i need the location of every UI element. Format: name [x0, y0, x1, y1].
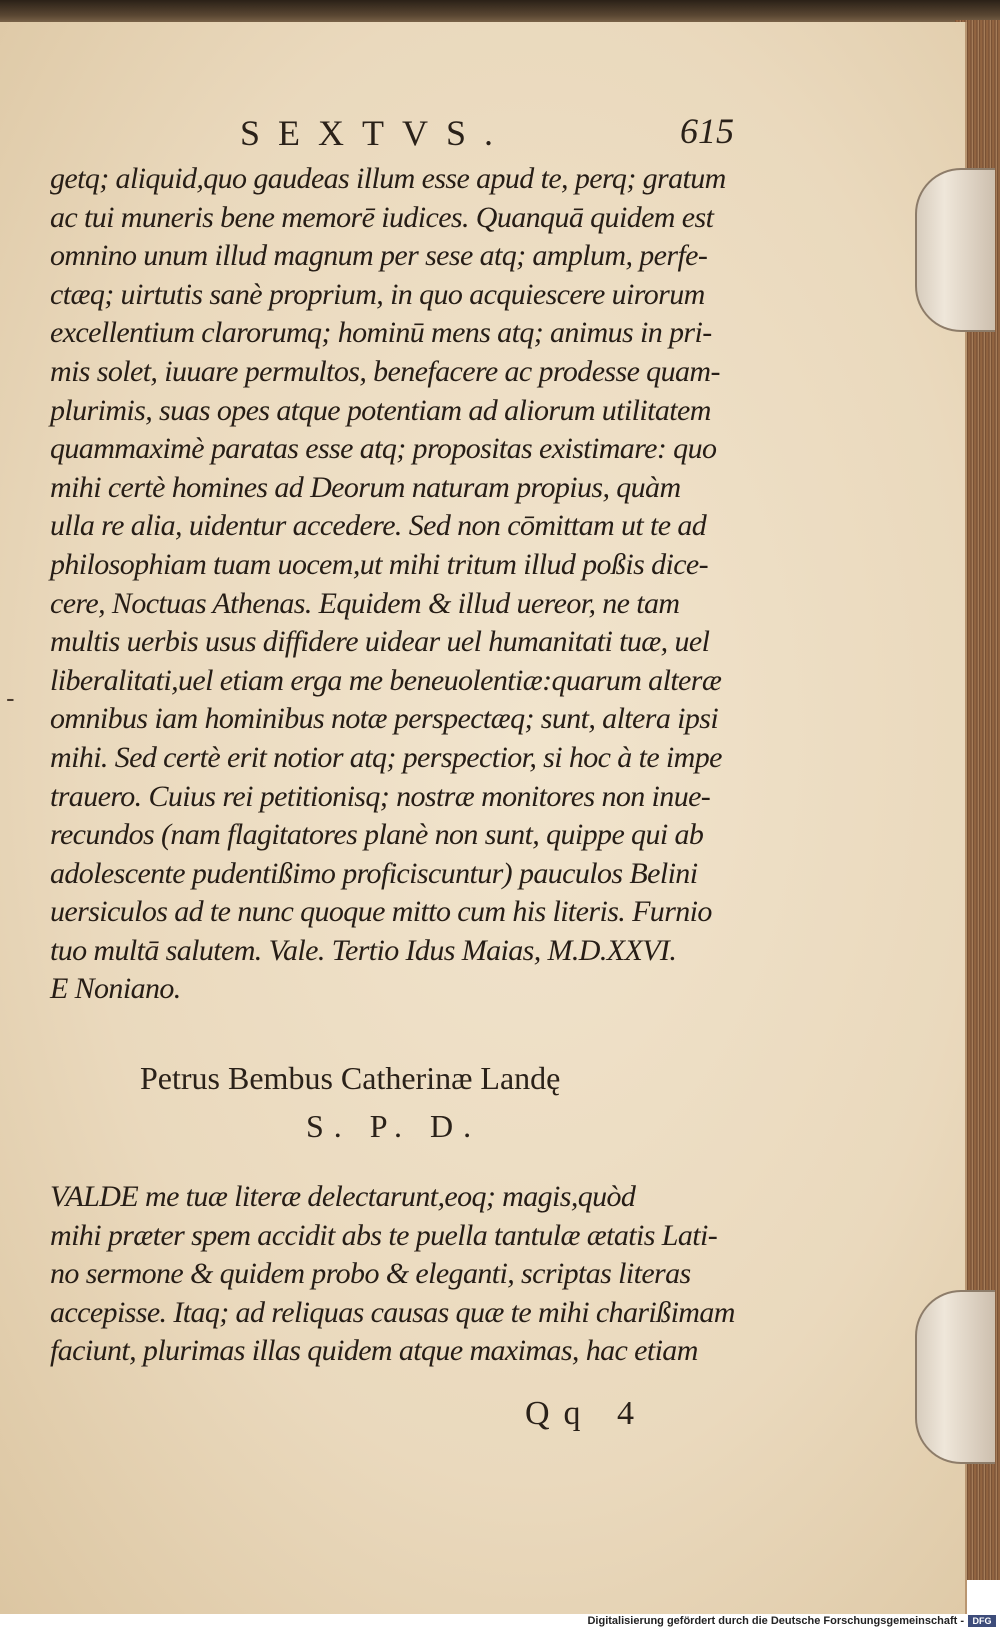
text-line: faciunt, plurimas illas quidem atque maximas, hac etiam	[50, 1334, 698, 1368]
text-line: mihi. Sed certè erit notior atq; perspectior, si hoc à te impe	[50, 740, 722, 774]
letter-heading-title: Petrus Bembus Catherinæ Landę	[140, 1060, 561, 1096]
text-line: E Noniano.	[50, 972, 181, 1006]
margin-mark: -	[6, 683, 15, 713]
text-line: ctæq; uirtutis sanè proprium, in quo acquiescere uirorum	[50, 277, 705, 311]
footer-credit: Digitalisierung gefördert durch die Deutsche Forschungsgemeinschaft -	[587, 1615, 964, 1627]
dfg-logo: DFG	[968, 1615, 996, 1627]
text-line: trauero. Cuius rei petitionisq; nostræ monitores non inue-	[50, 779, 711, 813]
text-line: getq; aliquid,quo gaudeas illum esse apud te, perq; gratum	[50, 162, 726, 195]
text-line: no sermone & quidem probo & eleganti, scriptas literas	[50, 1257, 691, 1291]
text-line: ac tui muneris bene memorē iudices. Quanquā quidem est	[50, 200, 714, 234]
text-line: accepisse. Itaq; ad reliquas causas quæ te mihi charißimam	[50, 1295, 735, 1329]
text-line: cere, Noctuas Athenas. Equidem & illud uereor, ne tam	[50, 586, 680, 620]
text-line: philosophiam tuam uocem,ut mihi tritum illud poßis dice-	[50, 547, 709, 581]
text-line: liberalitati,uel etiam erga me beneuolentiæ:quarum alteræ	[50, 663, 722, 697]
page-number: 615	[680, 111, 734, 151]
text-line: quammaximè paratas esse atq; propositas existimare: quo	[50, 432, 717, 466]
text-line: mihi præter spem accidit abs te puella tantulæ ætatis Lati-	[50, 1218, 718, 1252]
running-head: SEXTVS.	[240, 113, 512, 153]
text-line: excellentium clarorumq; hominū mens atq; animus in pri-	[50, 316, 712, 350]
text-line: ulla re alia, uidentur accedere. Sed non cōmittam ut te ad	[50, 509, 707, 543]
text-line: mis solet, iuuare permultos, benefacere ac prodesse quam-	[50, 354, 720, 388]
signature-mark: Qq 4	[525, 1395, 649, 1432]
letter-heading-salutation: S. P. D.	[306, 1108, 482, 1144]
text-line: recundos (nam flagitatores planè non sunt, quippe qui ab	[50, 818, 704, 852]
text-line: omnino unum illud magnum per sese atq; amplum, perfe-	[50, 239, 708, 273]
text-line: VALDE me tuæ literæ delectarunt,eoq; magis,quòd	[50, 1180, 636, 1213]
text-line: omnibus iam hominibus notæ perspectæq; sunt, altera ipsi	[50, 702, 719, 736]
digitization-footer	[0, 1614, 1000, 1628]
text-line: mihi certè homines ad Deorum naturam propius, quàm	[50, 470, 681, 504]
letter-text	[50, 1178, 930, 1371]
text-line: tuo multā salutem. Vale. Tertio Idus Maias, M.D.XXVI.	[50, 933, 677, 967]
text-line: multis uerbis usus diffidere uidear uel humanitati tuæ, uel	[50, 625, 710, 659]
text-line: adolescente pudentißimo proficiscuntur) pauculos Belini	[50, 856, 698, 890]
text-line: uersiculos ad te nunc quoque mitto cum his literis. Furnio	[50, 895, 712, 929]
body-text	[50, 160, 930, 1009]
text-line: plurimis, suas opes atque potentiam ad aliorum utilitatem	[50, 393, 711, 427]
